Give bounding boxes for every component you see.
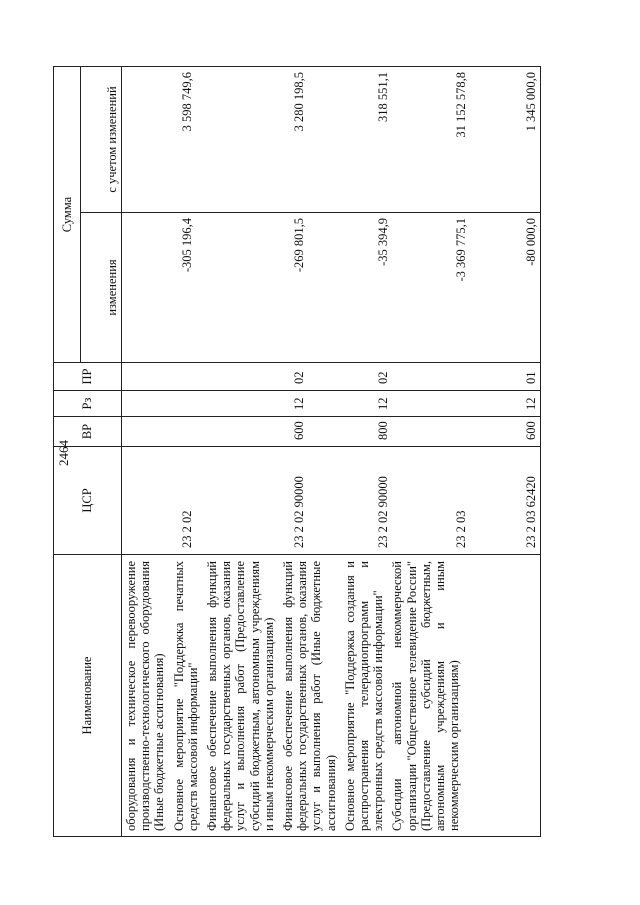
table-row xyxy=(122,67,541,837)
header-name: Наименование xyxy=(54,555,122,837)
header-csr: ЦСР xyxy=(54,447,122,555)
budget-table xyxy=(53,66,541,837)
header-row-1 xyxy=(54,67,81,837)
csr-cell: 23 2 02 23 2 02 90000 23 2 02 90000 23 2 03 23 2 03 62420 xyxy=(122,447,541,555)
pr-cell: 02 02 01 xyxy=(122,363,541,391)
total-cell: 3 598 749,6 3 280 198,5 318 551,1 31 152 578,8 1 345 000,0 xyxy=(122,67,541,213)
header-rz: Рз xyxy=(54,391,122,417)
rz-cell: 12 12 12 xyxy=(122,391,541,417)
vr-cell: 600 800 600 xyxy=(122,417,541,447)
row-name: оборудования и техническое перевооружение производственно-технологического оборудования (Иные бюджетные ассигнования) Основное мероприятие "Поддержка печатных средств массовой информации" Финансовое обеспечение выполнения функций федеральных государственных органов, оказания услуг и выполнения работ (Предоставление субсидий бюджетным, автономным учреждениям и иным некоммерческим организациям) Финансовое обеспечение выполнения функций федеральных государственных органов, оказания услуг и выполнения работ (Иные бюджетные ассигнования) Основное мероприятие "Поддержка создания и распространения телерадиопрограмм и электронных средств массовой информации" Субсидии автономной некоммерческой организации "Общественное телевидение России" (Предоставление субсидий бюджетным, автономным учреждениям и иным некоммерческим организациям) xyxy=(122,555,541,837)
header-vr: ВР xyxy=(54,417,122,447)
change-cell: -305 196,4 -269 801,5 -35 394,9 -3 369 775,1 -80 000,0 xyxy=(122,213,541,363)
header-sum: Сумма xyxy=(54,67,81,363)
header-pr: ПР xyxy=(54,363,122,391)
header-change: изменения xyxy=(81,213,122,363)
header-with-change: с учетом изменений xyxy=(81,67,122,213)
rotated-page-content xyxy=(53,67,593,837)
page-number: 2464 xyxy=(56,440,71,466)
